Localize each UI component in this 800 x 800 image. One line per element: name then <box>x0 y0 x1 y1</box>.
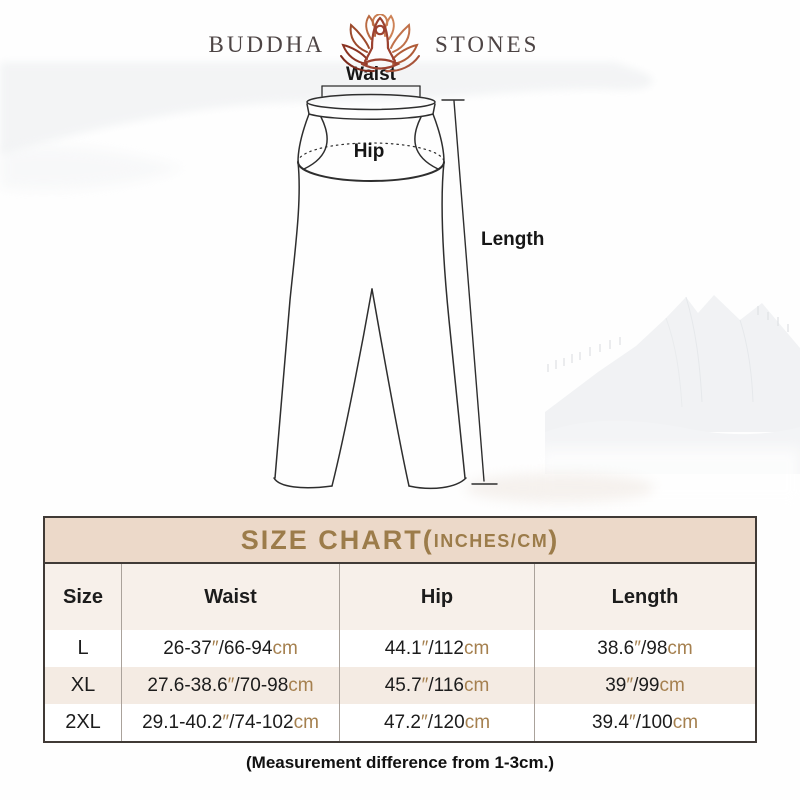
cell-length: 38.6 ″ /98 cm <box>597 637 693 659</box>
left-pocket <box>304 117 327 169</box>
right-pocket <box>415 117 438 169</box>
column-header-length: Length <box>611 585 679 608</box>
column-header-waist: Waist <box>122 564 340 630</box>
table-header-row <box>45 564 755 630</box>
brand-name-right: STONES <box>434 32 540 57</box>
length-label: Length <box>481 229 545 250</box>
table-row <box>45 667 755 704</box>
cell-size: 2XL <box>45 704 122 741</box>
cell-size: XL <box>45 667 122 704</box>
table-row <box>45 630 755 667</box>
size-chart-title <box>45 518 755 564</box>
cell-waist: 29.1-40.2 ″ /74-102 cm <box>122 704 340 741</box>
brand-header <box>0 14 748 76</box>
brand-name-left: BUDDHA <box>208 32 325 57</box>
cell-hip: 44.1 ″ /112 cm <box>340 630 535 667</box>
title-close-paren: ) <box>548 524 560 555</box>
size-table-body <box>45 630 755 741</box>
cell-hip: 45.7 ″ /116 cm <box>340 667 535 704</box>
title-units: INCHES/CM <box>433 531 549 551</box>
cell-size: L <box>45 630 122 667</box>
title-main: SIZE CHART( <box>240 524 434 555</box>
cell-waist: 26-37 ″ /66-94 cm <box>122 630 340 667</box>
column-header-hip: Hip <box>340 564 535 630</box>
size-chart-table <box>43 516 757 743</box>
cell-hip: 47.2 ″ /120 cm <box>340 704 535 741</box>
waist-label: Waist <box>346 64 396 85</box>
hip-label: Hip <box>353 141 385 162</box>
cell-waist: 27.6-38.6 ″ /70-98 cm <box>122 667 340 704</box>
column-header-size: Size <box>45 564 122 630</box>
lotus-meditation-icon <box>337 14 423 76</box>
cell-length: 39.4 ″ /100 cm <box>591 711 699 733</box>
table-row <box>45 704 755 741</box>
cell-length: 39 ″ /99 cm <box>605 674 685 696</box>
measurement-footnote: (Measurement difference from 1-3cm.) <box>246 753 554 772</box>
length-measure-line <box>442 100 497 484</box>
waistband <box>307 95 435 110</box>
